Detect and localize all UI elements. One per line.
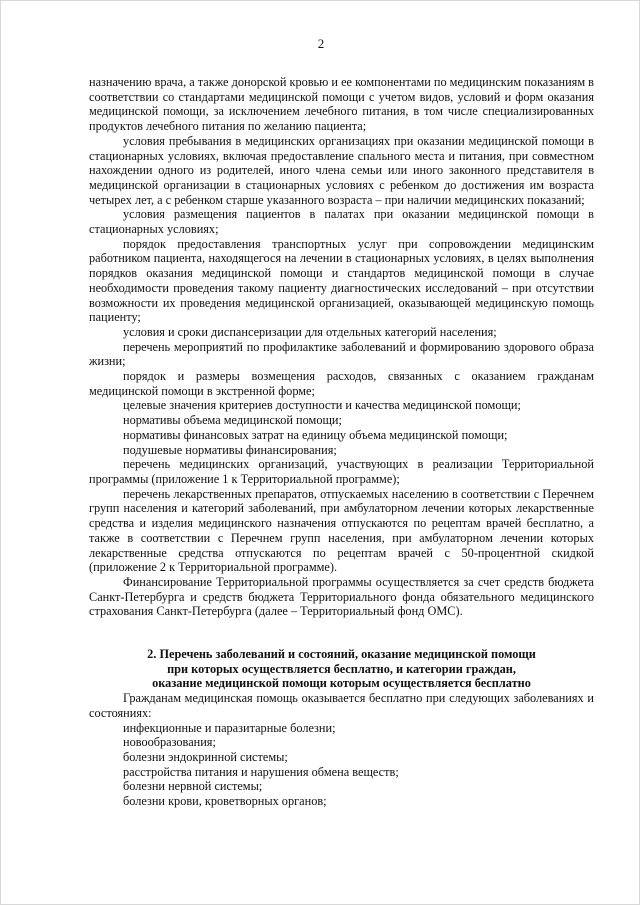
page-number: 2 — [317, 36, 325, 51]
paragraph: перечень лекарственных препаратов, отпускаемых населению в соответствии с Перечнем групп населения и категорий заболеваний, при амбулаторном лечении которых лекарственные средства и изделия медицинского назначения отпускаются по рецептам врачей бесплатно, а также в соответствии с Перечнем групп населения, при амбулаторном лечении которых лекарственные средства отпускаются по рецептам врачей с 50-процентной скидкой (приложение 2 к Территориальной программе). — [89, 486, 594, 575]
section-heading-line: оказание медицинской помощи которым осуществляется бесплатно — [152, 676, 531, 691]
paragraph: нормативы финансовых затрат на единицу объема медицинской помощи; — [123, 427, 508, 442]
paragraph: перечень медицинских организаций, участвующих в реализации Территориальной программы (приложение 1 к Территориальной программе); — [89, 457, 594, 486]
section-heading — [89, 647, 594, 691]
paragraph: порядок предоставления транспортных услуг при сопровождении медицинским работником пациента, находящегося на лечении в стационарных условиях, в целях выполнения порядков оказания медицинской помощи и стандартов медицинской помощи в случае необходимости проведения такому пациенту диагностических исследований – при отсутствии возможности их проведения медицинской организацией, оказывающей медицинскую помощь пациенту; — [89, 236, 594, 325]
paragraph: целевые значения критериев доступности и качества медицинской помощи; — [123, 398, 521, 413]
paragraph: перечень мероприятий по профилактике заболеваний и формированию здорового образа жизни; — [89, 339, 594, 369]
section-heading-line: при которых осуществляется бесплатно, и категории граждан, — [167, 661, 516, 676]
document-body — [89, 75, 594, 809]
list-item: болезни эндокринной системы; — [123, 749, 288, 764]
list-item: болезни нервной системы; — [123, 779, 263, 794]
paragraphs-after — [89, 691, 594, 809]
list-item: болезни крови, кроветворных органов; — [123, 794, 327, 809]
spacer — [89, 619, 594, 633]
paragraph: Гражданам медицинская помощь оказывается бесплатно при следующих заболеваниях и состояниях: — [89, 691, 594, 720]
paragraph: подушевые нормативы финансирования; — [123, 442, 337, 457]
paragraph: Финансирование Территориальной программы осуществляется за счет средств бюджета Санкт-Петербурга и средств бюджета Территориального фонда обязательного медицинского страхования Санкт-Петербурга (далее – Территориальный фонд ОМС). — [89, 574, 594, 619]
paragraph: назначению врача, а также донорской кровью и ее компонентами по медицинским показаниям в соответствии со стандартами медицинской помощи с учетом видов, условий и форм оказания медицинской помощи, за исключением лечебного питания, в том числе специализированных продуктов лечебного питания по желанию пациента; — [89, 75, 594, 134]
paragraph: нормативы объема медицинской помощи; — [123, 413, 342, 428]
list-item: расстройства питания и нарушения обмена веществ; — [123, 764, 399, 779]
paragraph: условия размещения пациентов в палатах при оказании медицинской помощи в стационарных условиях; — [89, 207, 594, 237]
section-heading-line: 2. Перечень заболеваний и состояний, оказание медицинской помощи — [147, 647, 536, 662]
list-item: новообразования; — [123, 735, 216, 750]
paragraphs-before — [89, 75, 594, 619]
paragraph: условия и сроки диспансеризации для отдельных категорий населения; — [123, 324, 497, 339]
paragraph: условия пребывания в медицинских организациях при оказании медицинской помощи в стационарных условиях, включая предоставление спального места и питания, при совместном нахождении одного из родителей, иного члена семьи или иного законного представителя в медицинской организации в стационарных условиях с ребенком до достижения им возраста четырех лет, а с ребенком старше указанного возраста – при наличии медицинских показаний; — [89, 133, 594, 207]
list-item: инфекционные и паразитарные болезни; — [123, 720, 336, 735]
paragraph: порядок и размеры возмещения расходов, связанных с оказанием гражданам медицинской помощи в экстренной форме; — [89, 369, 594, 398]
